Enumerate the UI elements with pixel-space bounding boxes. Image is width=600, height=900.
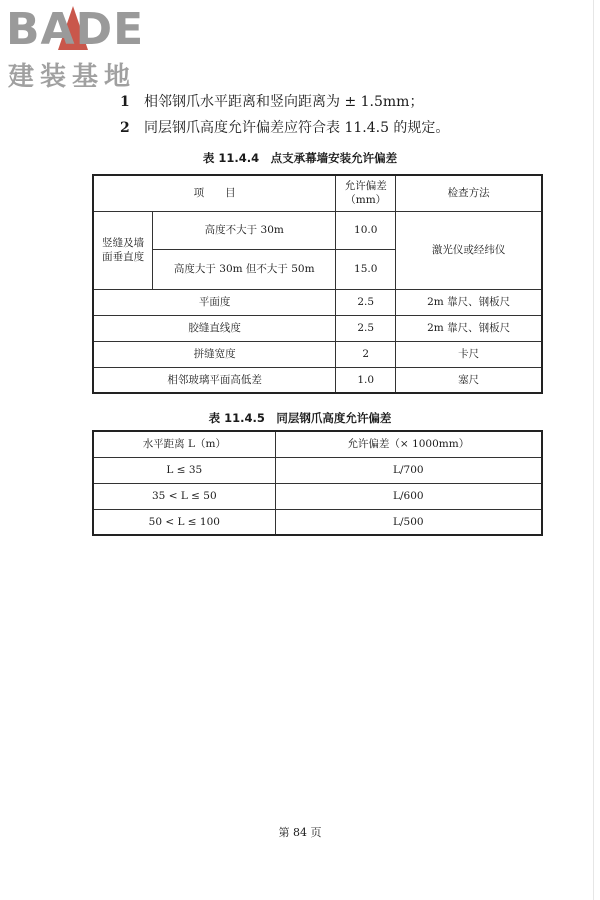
row-item: 平面度	[93, 289, 336, 315]
table-row	[93, 509, 542, 535]
row-tolerance: 15.0	[336, 249, 396, 289]
row-item: 高度大于 30m 但不大于 50m	[153, 249, 336, 289]
header-distance: 水平距离 L（m）	[93, 431, 275, 457]
row-tolerance: 2.5	[336, 289, 396, 315]
table-row	[93, 211, 542, 249]
clause-2-number: 2	[120, 120, 130, 136]
row-method: 2m 靠尺、钢板尺	[396, 289, 542, 315]
table-header-row	[93, 175, 542, 211]
header-method: 检查方法	[396, 175, 542, 211]
logo-word: BADE	[6, 4, 145, 55]
row-method: 2m 靠尺、钢板尺	[396, 315, 542, 341]
row-distance: 50 < L ≤ 100	[93, 509, 275, 535]
logo-subtitle: 建装基地	[8, 62, 137, 92]
table-row	[93, 315, 542, 341]
row-tolerance: 2	[336, 341, 396, 367]
table-11-4-5-title: 表 11.4.5 同层钢爪高度允许偏差	[208, 411, 392, 425]
row-method: 塞尺	[396, 367, 542, 393]
table-row	[93, 457, 542, 483]
table-11-4-5	[92, 430, 543, 536]
row-method: 卡尺	[396, 341, 542, 367]
row-distance: L ≤ 35	[93, 457, 275, 483]
table-row	[93, 289, 542, 315]
header-tolerance: 允许偏差（× 1000mm）	[275, 431, 542, 457]
table-row	[93, 483, 542, 509]
row-tolerance: 1.0	[336, 367, 396, 393]
table-row	[93, 367, 542, 393]
page-edge	[593, 0, 594, 900]
row-item: 高度不大于 30m	[153, 211, 336, 249]
page-number: 第 84 页	[278, 826, 322, 839]
clause-2-text: 同层钢爪高度允许偏差应符合表 11.4.5 的规定。	[144, 120, 450, 136]
row-tolerance: L/600	[275, 483, 542, 509]
table-header-row	[93, 431, 542, 457]
row-distance: 35 < L ≤ 50	[93, 483, 275, 509]
row-item: 胶缝直线度	[93, 315, 336, 341]
table-row	[93, 341, 542, 367]
row-item: 拼缝宽度	[93, 341, 336, 367]
header-item: 项 目	[93, 175, 336, 211]
table-11-4-4	[92, 174, 543, 394]
row-tolerance: 10.0	[336, 211, 396, 249]
header-tolerance: 允许偏差（mm）	[336, 175, 396, 211]
row-item: 相邻玻璃平面高低差	[93, 367, 336, 393]
clause-1-text: 相邻钢爪水平距离和竖向距离为 ± 1.5mm；	[144, 94, 424, 110]
clause-1-number: 1	[120, 94, 130, 110]
row-tolerance: L/700	[275, 457, 542, 483]
group-method: 激光仪或经纬仪	[396, 211, 542, 289]
bade-logo	[6, 4, 176, 96]
clause-1	[120, 92, 423, 112]
group-label: 竖缝及墙面垂直度	[93, 211, 153, 289]
row-tolerance: L/500	[275, 509, 542, 535]
table-11-4-4-title: 表 11.4.4 点支承幕墙安装允许偏差	[202, 151, 398, 165]
clause-2	[120, 118, 449, 138]
row-tolerance: 2.5	[336, 315, 396, 341]
